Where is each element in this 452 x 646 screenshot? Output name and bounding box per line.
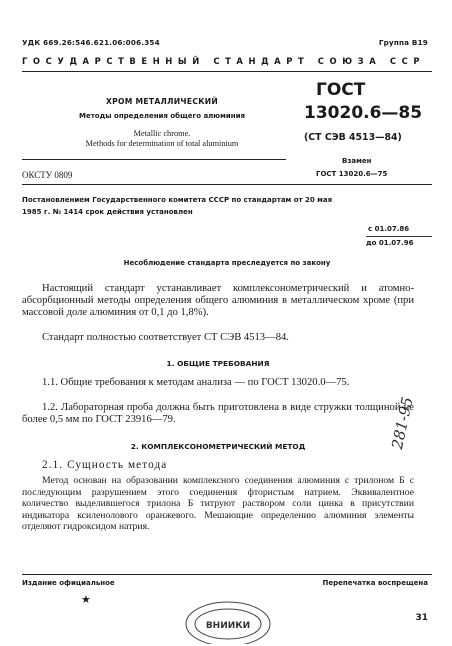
- subtitle-ru: Методы определения общего алюминия: [79, 112, 245, 120]
- title-en: Metallic chrome.: [133, 129, 191, 138]
- header-rule: [22, 71, 432, 72]
- okstu-code: ОКСТУ 0809: [22, 170, 73, 180]
- reprint-prohibited: Перепечатка воспрещена: [322, 579, 428, 587]
- gost-label: ГОСТ: [316, 80, 366, 100]
- effective-from: с 01.07.86: [368, 225, 410, 233]
- intro-paragraph: Настоящий стандарт устанавливает комплексонометрический и атомно-абсорбционный методы определения общего алюминия в металлическом хроме (при массовой доле алюминия от 0,1 до 1,8%).: [22, 283, 414, 319]
- decree-line-1: Постановлением Государственного комитета СССР по стандартам от 20 мая: [22, 196, 333, 204]
- okstu-rule: [22, 159, 286, 160]
- intro-conformity: Стандарт полностью соответствует СТ СЭВ 4513—84.: [42, 332, 289, 343]
- gost-number: 13020.6—85: [304, 103, 423, 123]
- group-code: Группа В19: [378, 38, 428, 47]
- section-2-1-body: Метод основан на образовании комплексного соединения алюминия с трилоном Б с последующим разрушением этого соединения фтористым натрием. Эквивалентное количество выделившегося трилона Б титруют раствором соли цинка в присутствии индикатора ксиленолового оранжевого. Мешающие определению алюминия элементы отделяют гидроксидом натрия.: [22, 475, 414, 533]
- effective-to: до 01.07.96: [366, 239, 414, 247]
- replaces-label: Взамен: [342, 157, 372, 165]
- section-2-heading: 2. КОМПЛЕКСОНОМЕТРИЧЕСКИЙ МЕТОД: [130, 442, 306, 451]
- svg-text:ВНИИКИ: ВНИИКИ: [205, 621, 251, 631]
- section-2-1-heading: 2.1. Сущность метода: [42, 459, 168, 471]
- violation-notice: Несоблюдение стандарта преследуется по закону: [123, 259, 331, 267]
- date-rule: [366, 236, 432, 237]
- st-sev-code: (СТ СЭВ 4513—84): [304, 132, 402, 143]
- section-1-1: 1.1. Общие требования к методам анализа — по ГОСТ 13020.0—75.: [42, 377, 350, 388]
- decree-rule: [22, 184, 432, 185]
- official-edition: Издание официальное: [22, 579, 115, 587]
- title-ru: ХРОМ МЕТАЛЛИЧЕСКИЙ: [105, 97, 219, 106]
- library-stamp: [178, 594, 278, 644]
- state-standard-banner: ГОСУДАРСТВЕННЫЙ СТАНДАРТ СОЮЗА ССР: [22, 56, 426, 66]
- handwritten-note: 281-95: [388, 395, 417, 451]
- subtitle-en: Methods for determination of total aluminium: [85, 139, 239, 148]
- star-icon: ★: [81, 594, 91, 606]
- footer-rule: [22, 574, 432, 575]
- section-1-heading: 1. ОБЩИЕ ТРЕБОВАНИЯ: [166, 359, 270, 368]
- section-1-2: 1.2. Лабораторная проба должна быть приготовлена в виде стружки толщиной не более 0,5 мм по ГОСТ 23916—79.: [22, 402, 414, 426]
- udk-code: УДК 669.26:546.621.06:006.354: [22, 38, 160, 47]
- decree-line-2: 1985 г. № 1414 срок действия установлен: [22, 208, 193, 216]
- replaces-gost: ГОСТ 13020.6—75: [316, 170, 388, 178]
- page-number: 31: [415, 613, 428, 623]
